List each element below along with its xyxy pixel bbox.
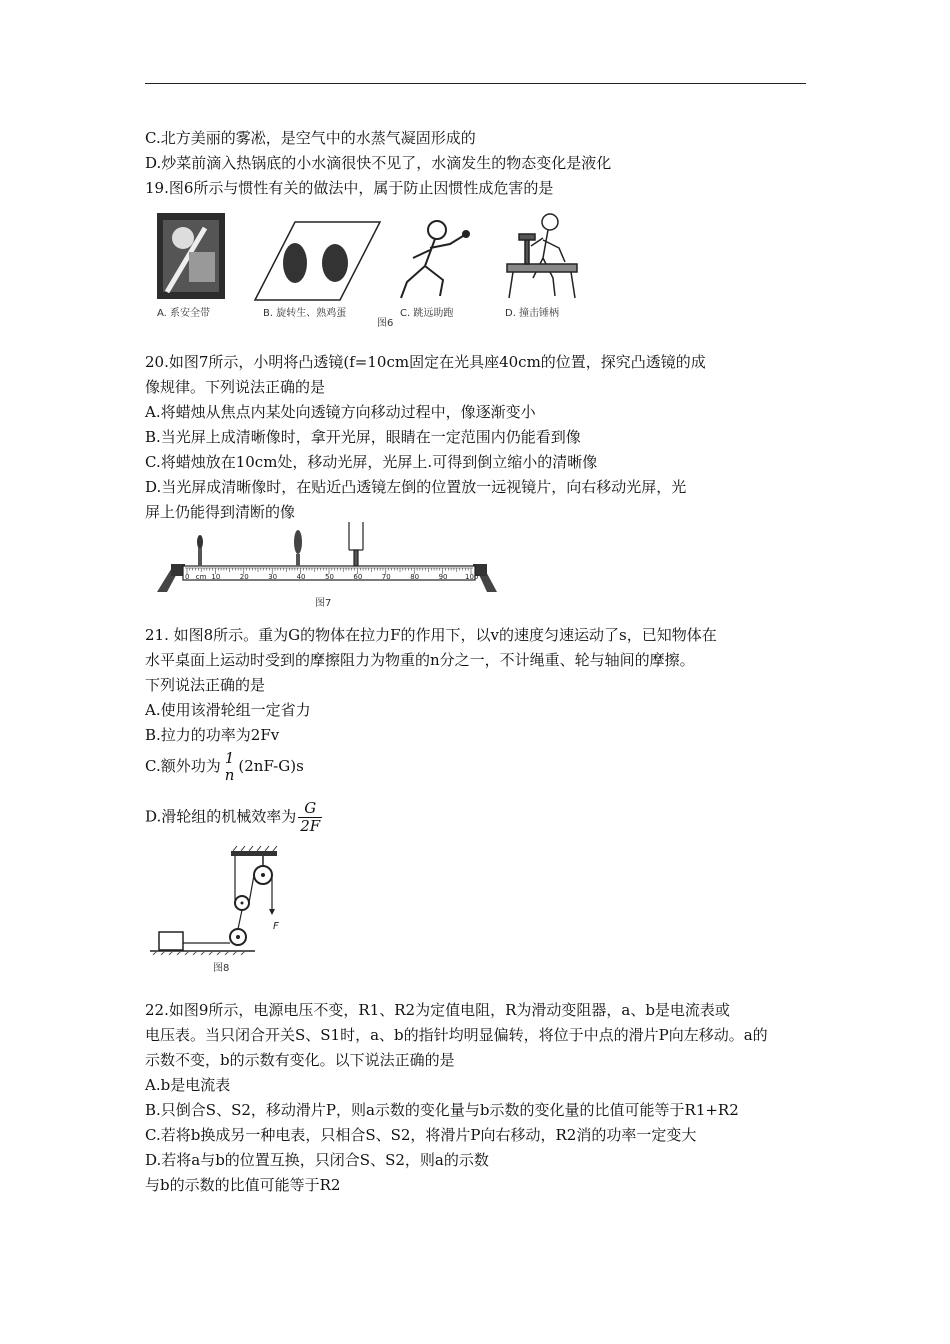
fig8-force-label: F (273, 921, 279, 932)
fraction-g-over-2f: $\frac{G}{2F}$ (300, 799, 321, 835)
q20-option-d-line1: D.当光屏成清晰像时，在贴近凸透镜左倒的位置放一远视镜片，向右移动光屏，光 (145, 478, 687, 496)
bench-tick-label: 50 (325, 573, 334, 581)
q22-stem-line3: 示数不变，b的示数有变化。以下说法正确的是 (145, 1051, 455, 1069)
fig6-seatbelt-image (157, 213, 225, 299)
bench-tick-label: 100 (465, 573, 479, 581)
q20-option-b: B.当光屏上成清晰像时，拿开光屏，眼睛在一定范围内仍能看到像 (145, 428, 581, 446)
candle (197, 535, 203, 566)
figure-7-optical-bench (145, 520, 505, 612)
q21-stem-line1: 21. 如图8所示。重为G的物体在拉力F的作用下，以v的速度匀速运动了s，已知物体在 (145, 626, 717, 644)
q21-option-d-prefix: D.滑轮组的机械效率为 (145, 807, 297, 826)
fig6-caption: 图6 (377, 318, 394, 328)
q21-option-a: A.使用该滑轮组一定省力 (145, 701, 311, 719)
q20-stem-line1: 20.如图7所示，小明将凸透镜(f=10cm固定在光具座40cm的位置，探究凸透镜的成 (145, 353, 706, 371)
bench-tick-label: 90 (438, 573, 448, 581)
fig6-eggs-image (255, 222, 380, 300)
fig6-hammer-image (507, 214, 577, 298)
bench-tick-label: 20 (239, 573, 249, 581)
header-rule (145, 83, 806, 84)
bench-tick-label: 40 (296, 573, 306, 581)
q20-option-a: A.将蜡烛从焦点内某处向透镜方向移动过程中，像逐渐变小 (145, 403, 536, 421)
q20-option-d-line2: 屏上仍能得到清断的像 (145, 503, 296, 521)
q21-option-c-suffix: (2nF-G)s (238, 757, 304, 775)
fraction-1-over-n: 1 n (224, 749, 235, 784)
q19-stem: 19.图6所示与惯性有关的做法中，属于防止因惯性成危害的是 (145, 179, 554, 197)
fig6-runner-image (401, 221, 469, 298)
bench-tick-label: cm (195, 573, 207, 581)
figure-6 (145, 208, 585, 328)
q18-option-d: D.炒菜前滴入热锅底的小水滴很快不见了，水滴发生的物态变化是液化 (145, 154, 612, 172)
bench-tick-label: 60 (353, 573, 363, 581)
q21-option-b: B.拉力的功率为2Fv (145, 726, 280, 744)
fig6-option-a-label: A. 系安全带 (157, 308, 211, 319)
bench-tick-label: 30 (268, 573, 278, 581)
q21-option-d (145, 800, 324, 835)
q22-stem-line2: 电压表。当只闭合开关S、S1时，a、b的指针均明显偏转，将位于中点的滑片P向左移动。a的 (145, 1026, 768, 1044)
fig6-option-b-label: B. 旋转生、熟鸡蛋 (263, 308, 347, 319)
q22-stem-line1: 22.如图9所示，电源电压不变，R1、R2为定值电阻，R为滑动变阻器，a、b是电流表或 (145, 1001, 730, 1019)
q20-stem-line2: 像规律。下列说法正确的是 (145, 378, 326, 396)
q18-option-c: C.北方美丽的雾凇，是空气中的水蒸气凝固形成的 (145, 129, 476, 147)
q21-option-c (145, 750, 304, 784)
q22-option-c: C.若将b换成另一种电表，只相合S、S2，将滑片P向右移动，R2消的功率一定变大 (145, 1126, 697, 1144)
bench-tick-label: 0 (185, 573, 190, 581)
fig6-option-d-label: D. 撞击锤柄 (505, 308, 560, 319)
q21-stem-line3: 下列说法正确的是 (145, 676, 266, 694)
q22-option-d-line1: D.若将a与b的位置互换，只闭合S、S2，则a的示数 (145, 1151, 489, 1169)
q21-stem-line2: 水平桌面上运动时受到的摩擦阻力为物重的n分之一，不计绳重、轮与轴间的摩擦。 (145, 651, 695, 669)
bench-tick-label: 70 (381, 573, 391, 581)
fig8-caption: 图8 (213, 963, 230, 974)
light-screen (349, 522, 363, 566)
q22-option-a: A.b是电流表 (145, 1076, 231, 1094)
q22-option-d-line2: 与b的示数的比值可能等于R2 (145, 1176, 341, 1194)
q21-option-c-prefix: C.额外功为 (145, 757, 221, 775)
q20-option-c: C.将蜡烛放在10cm处，移动光屏，光屏上.可得到倒立缩小的清晰像 (145, 453, 598, 471)
bench-tick-label: 10 (211, 573, 221, 581)
bench-tick-label: 80 (410, 573, 420, 581)
fig7-caption: 图7 (315, 598, 332, 609)
fig6-option-c-label: C. 跳远助跑 (400, 308, 454, 319)
figure-8-pulley (145, 845, 285, 975)
q22-option-b: B.只倒合S、S2，移动滑片P，则a示数的变化量与b示数的变化量的比值可能等于R1+R2 (145, 1101, 739, 1119)
convex-lens (294, 530, 302, 566)
